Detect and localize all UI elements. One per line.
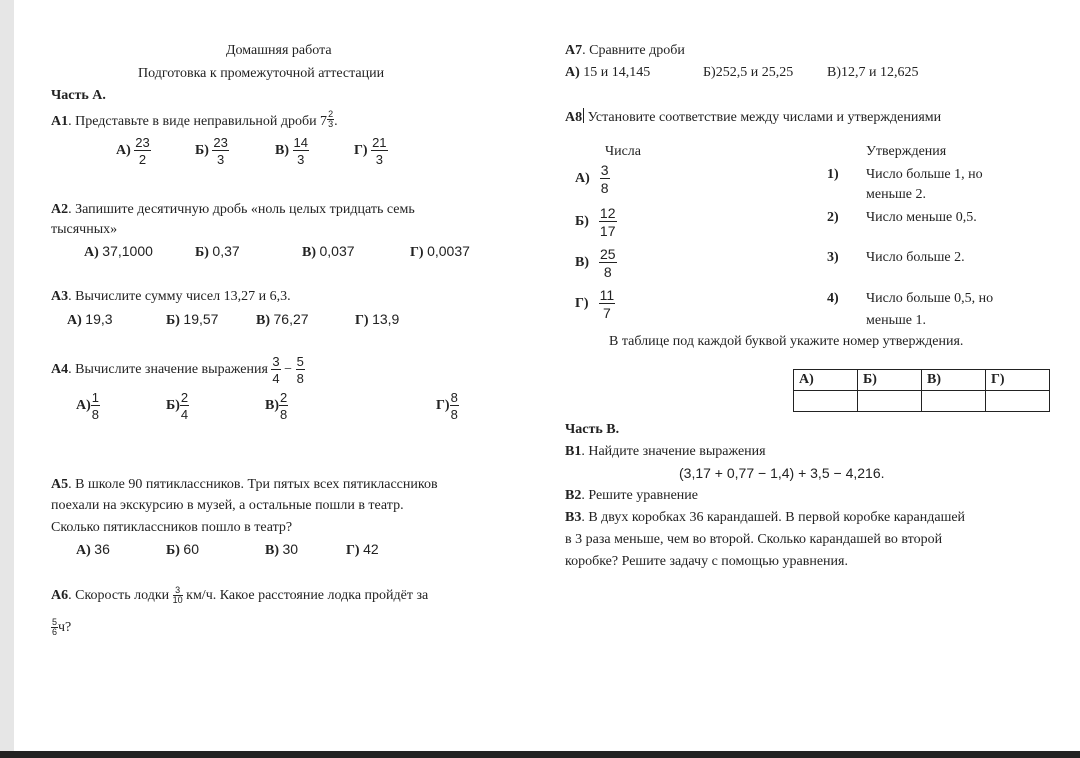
a4-option-a: А) $\frac{1}{8}$ [76, 390, 100, 422]
a4-option-d: Г) $\frac{8}{8}$ [436, 390, 458, 422]
a4-option-c: В) $\frac{2}{8}$ [265, 390, 288, 422]
a8-statement-4-num: 4) [827, 291, 839, 306]
a2-option-a: А) 37,1000 [84, 243, 153, 260]
a8-instruction: В таблице под каждой буквой укажите номер утверждения. [609, 334, 964, 349]
a8-statement-1-line1: Число больше 1, но [866, 167, 983, 182]
task-b3-line1: В3. В двух коробках 36 карандашей. В первой коробке карандашей [565, 510, 966, 525]
a5-option-d: Г) 42 [346, 541, 379, 558]
task-a5-question-line3: Сколько пятиклассников пошло в театр? [51, 520, 293, 535]
a5-option-b: Б) 60 [166, 541, 199, 558]
task-a5-question-line1: А5. В школе 90 пятиклассников. Три пятых всех пятиклассников [51, 477, 438, 492]
part-b-heading: Часть В. [565, 422, 620, 437]
a7-option-a: А) 15 и 14,145 [565, 65, 651, 80]
a8-number-b: Б) $\frac{12}{17}$ [575, 205, 616, 239]
answer-header-a: А) [794, 370, 858, 391]
a8-statement-1-line2: меньше 2. [866, 187, 926, 202]
a8-statement-2-line1: Число меньше 0,5. [866, 210, 977, 225]
a8-number-c: В) $\frac{25}{8}$ [575, 246, 616, 280]
answer-cell-c[interactable] [922, 391, 986, 412]
a8-statements-heading: Утверждения [866, 144, 947, 159]
a8-statement-3-line1: Число больше 2. [866, 250, 965, 265]
task-a6-question-line2: $\frac{5}{6}$ ч? [52, 617, 72, 638]
doc-subtitle: Подготовка к промежуточной аттестации [138, 66, 385, 81]
part-a-heading: Часть А. [51, 88, 106, 103]
a4-option-b: Б) $\frac{2}{4}$ [166, 390, 189, 422]
a8-numbers-heading: Числа [605, 144, 642, 159]
task-a6-question: А6. Скорость лодки $\frac{3}{10}$ км/ч. Какое расстояние лодка пройдёт за [51, 585, 429, 606]
a1-option-a: А) $\frac{23}{2}$ [116, 135, 150, 167]
task-a5-question-line2: поехали на экскурсию в музей, а остальные пошли в театр. [51, 498, 404, 513]
a5-option-a: А) 36 [76, 541, 110, 558]
a2-option-c: В) 0,037 [302, 243, 355, 260]
task-b2-question: В2. Решите уравнение [565, 488, 698, 503]
a8-statement-3-num: 3) [827, 250, 839, 265]
a8-statement-2-num: 2) [827, 210, 839, 225]
a8-number-d: Г) $\frac{11}{7}$ [575, 287, 615, 321]
answer-cell-d[interactable] [986, 391, 1050, 412]
doc-title: Домашняя работа [226, 43, 332, 58]
a5-option-c: В) 30 [265, 541, 299, 558]
a7-option-c: В)12,7 и 12,625 [827, 65, 919, 80]
task-b3-line2: в 3 раза меньше, чем во второй. Сколько карандашей во второй [565, 532, 943, 547]
task-a7-question: А7. Сравните дроби [565, 43, 685, 58]
task-a4-question: А4. Вычислите значение выражения $\frac{3}{4}$ − $\frac{5}{8}$ [51, 353, 304, 386]
a1-option-d: Г) $\frac{21}{3}$ [354, 135, 387, 167]
a3-option-a: А) 19,3 [67, 311, 113, 328]
a7-option-b: Б)252,5 и 25,25 [703, 65, 794, 80]
task-b1-expression: (3,17 + 0,77 − 1,4) + 3,5 − 4,216. [679, 465, 885, 481]
a2-option-d: Г) 0,0037 [410, 243, 470, 260]
page-edge-left [0, 0, 14, 758]
task-b1-question: В1. Найдите значение выражения [565, 444, 766, 459]
answer-header-d: Г) [986, 370, 1050, 391]
a3-option-c: В) 76,27 [256, 311, 309, 328]
task-b3-line3: коробке? Решите задачу с помощью уравнения. [565, 554, 848, 569]
a2-option-b: Б) 0,37 [195, 243, 240, 260]
task-a8-question: А8 Установите соответствие между числами и утверждениями [565, 110, 942, 125]
a3-option-b: Б) 19,57 [166, 311, 219, 328]
task-a2-question-line2: тысячных» [51, 222, 118, 237]
task-a1-question: А1. Представьте в виде неправильной дроби 7 $\frac{2}{3}$ . [51, 109, 338, 129]
task-a2-question-line1: А2. Запишите десятичную дробь «ноль целых тридцать семь [51, 202, 415, 217]
mixed-fraction: $\frac{2}{3}$ [328, 109, 334, 129]
a8-statement-1-num: 1) [827, 167, 839, 182]
a8-statement-4-line2: меньше 1. [866, 313, 926, 328]
a3-option-d: Г) 13,9 [355, 311, 400, 328]
answer-cell-b[interactable] [858, 391, 922, 412]
answer-header-c: В) [922, 370, 986, 391]
task-a3-question: А3. Вычислите сумму чисел 13,27 и 6,3. [51, 289, 291, 304]
a1-option-b: Б) $\frac{23}{3}$ [195, 135, 228, 167]
a8-answer-table [793, 369, 1050, 412]
a1-option-c: В) $\frac{14}{3}$ [275, 135, 308, 167]
a8-number-a: А) $\frac{3}{8}$ [575, 162, 609, 196]
a8-statement-4-line1: Число больше 0,5, но [866, 291, 994, 306]
page-edge-bottom [0, 751, 1080, 758]
answer-cell-a[interactable] [794, 391, 858, 412]
answer-header-b: Б) [858, 370, 922, 391]
